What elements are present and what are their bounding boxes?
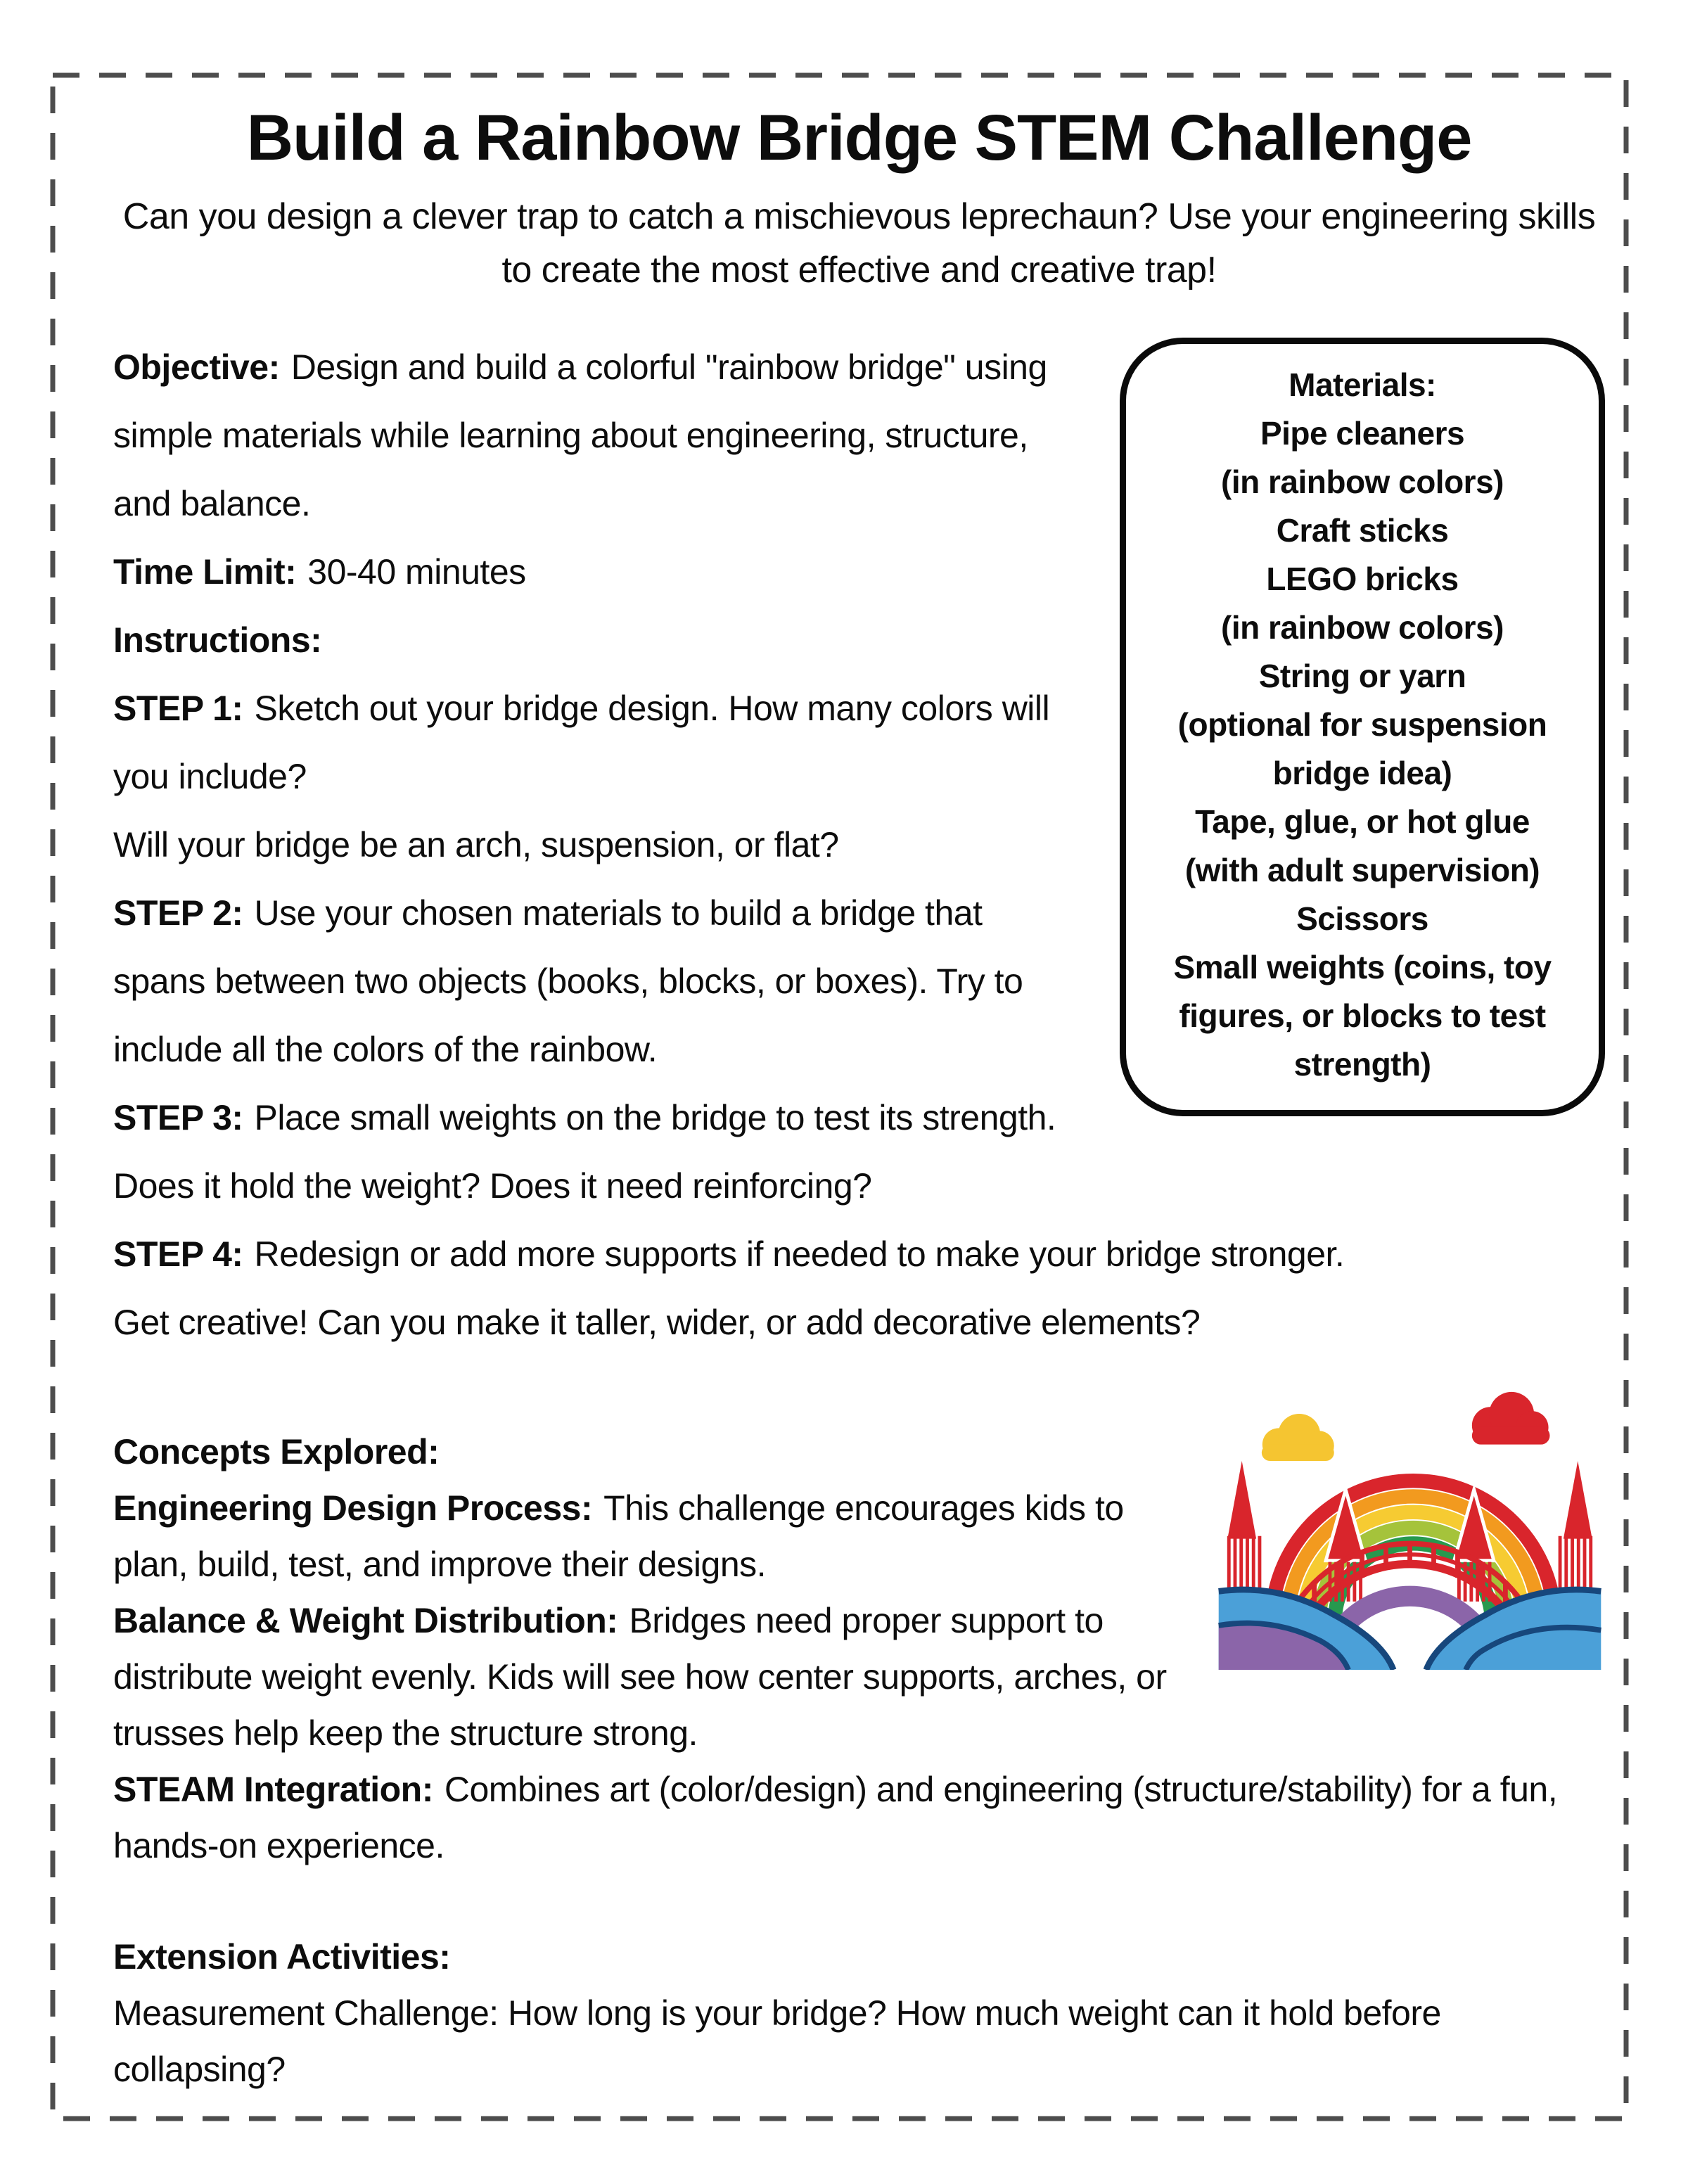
materials-item: LEGO bricks [1266,561,1459,598]
materials-item: Tape, glue, or hot glue [1195,803,1530,841]
step-4-text: Redesign or add more supports if needed to make your bridge stronger. [254,1234,1345,1275]
extension-text: Measurement Challenge: How long is your bridge? How much weight can it hold before collapsing? [113,1993,1441,2090]
objective-text: Design and build a colorful "rainbow bridge" using simple materials while learning about engineering, structure, and balance. [113,347,1047,524]
instructions-label: Instructions: [113,620,322,660]
step-1-extra: Will your bridge be an arch, suspension, or flat? [113,825,839,865]
objective-label: Objective: [113,347,280,388]
concept-balance-label: Balance & Weight Distribution: [113,1601,618,1641]
yellow-cloud-icon [1262,1414,1334,1461]
materials-item: Scissors [1296,900,1428,938]
time-limit-label: Time Limit: [113,552,297,592]
main-flow [113,333,1605,1357]
materials-item: String or yarn [1258,658,1466,695]
page-subtitle: Can you design a clever trap to catch a mischievous leprechaun? Use your engineering skills to create the most effective and creative trap! [122,196,1596,291]
concept-steam-text: Combines art (color/design) and engineering (structure/stability) for a fun, hands-on experience. [113,1770,1558,1866]
materials-item: (in rainbow colors) [1221,464,1504,501]
materials-item: Pipe cleaners [1260,415,1465,452]
materials-item: (optional for suspension bridge idea) [1177,706,1547,792]
concept-engineering-text: This challenge encourages kids to plan, build, test, and improve their designs. [113,1488,1124,1585]
content-area [53,75,1626,2097]
concepts-section [113,1424,1605,1874]
concept-steam-label: STEAM Integration: [113,1770,433,1810]
step-3-text: Place small weights on the bridge to test its strength. Does it hold the weight? Does it need reinforcing? [113,1098,1056,1206]
materials-item: (in rainbow colors) [1221,609,1504,646]
materials-item: Craft sticks [1276,512,1449,549]
extension-section [113,1929,1605,2097]
step-4-extra: Get creative! Can you make it taller, wider, or add decorative elements? [113,1303,1201,1343]
time-limit-text: 30-40 minutes [307,552,526,592]
step-2-text: Use your chosen materials to build a bridge that spans between two objects (books, blocks, or boxes). Try to include all the colors of the rainbow. [113,893,1023,1070]
page-title: Build a Rainbow Bridge STEM Challenge [246,102,1472,174]
step-4-label: STEP 4: [113,1234,243,1275]
step-1-text: Sketch out your bridge design. How many colors will you include? [113,689,1050,797]
materials-heading: Materials: [1289,366,1436,404]
rainbow-bridge-illustration [1218,1390,1601,1670]
red-cloud-icon [1472,1392,1550,1445]
concept-steam [113,1761,1605,1874]
step-1-label: STEP 1: [113,689,243,729]
materials-item: Small weights (coins, toy figures, or blocks to test strength) [1173,949,1552,1083]
concept-balance-text: Bridges need proper support to distribute weight evenly. Kids will see how center supports, arches, or trusses help keep the structure strong. [113,1601,1167,1754]
extension-heading: Extension Activities: [113,1937,451,1977]
step-4-line [113,1220,1605,1289]
materials-item: (with adult supervision) [1184,852,1540,889]
step-2-label: STEP 2: [113,893,243,933]
step-3-label: STEP 3: [113,1098,243,1138]
concepts-heading: Concepts Explored: [113,1432,440,1472]
concept-engineering-label: Engineering Design Process: [113,1488,593,1528]
materials-box [1120,338,1605,1116]
